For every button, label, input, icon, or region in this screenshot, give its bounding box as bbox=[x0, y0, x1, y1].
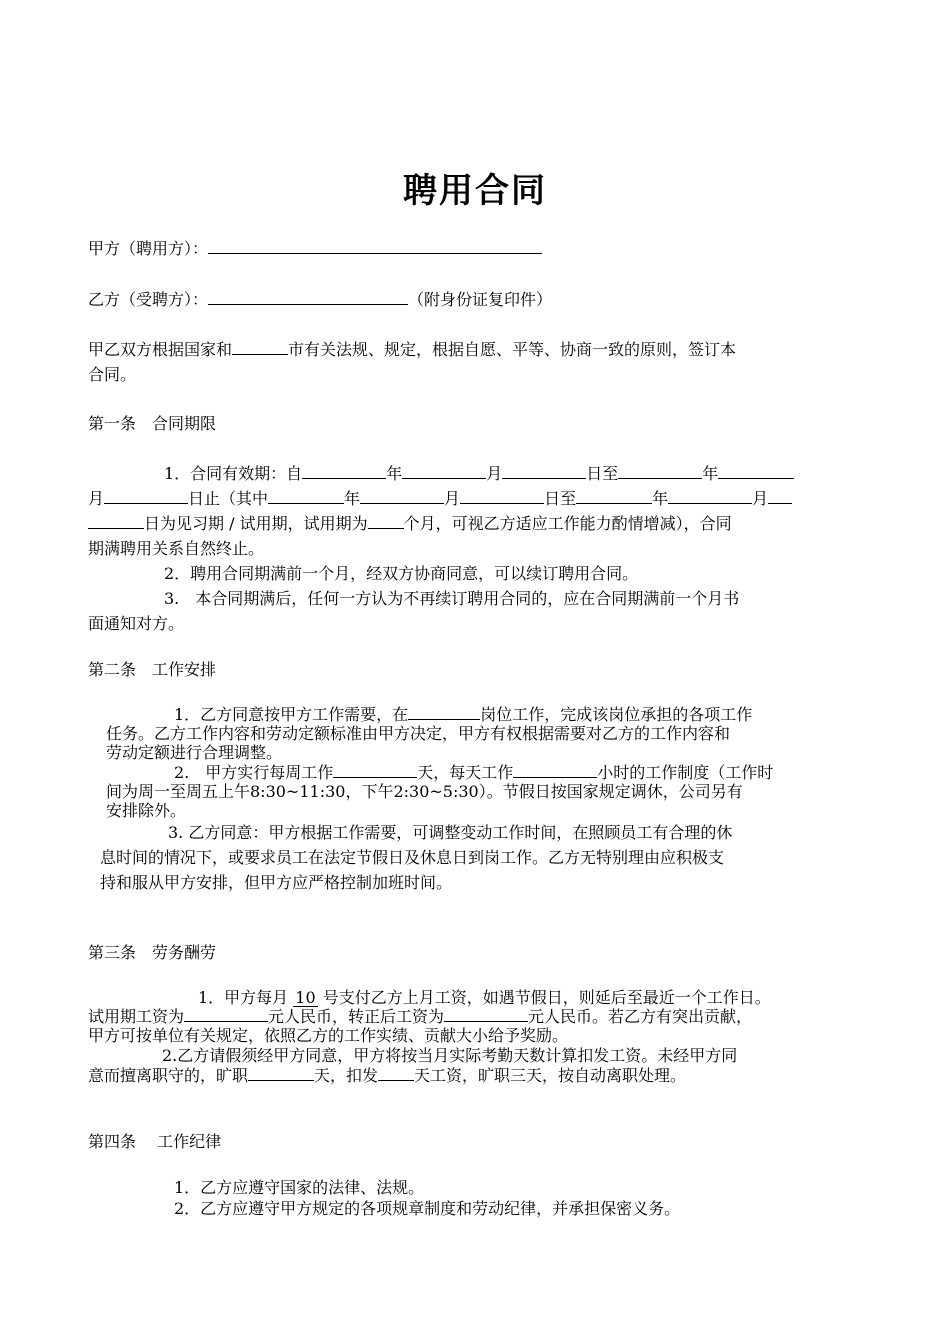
pay-day-value[interactable]: 10 bbox=[295, 988, 316, 1007]
text: 天，扣发 bbox=[314, 1066, 379, 1085]
art3-clause1-line2 bbox=[88, 1007, 752, 1026]
start-year-blank[interactable] bbox=[302, 464, 386, 479]
text: 年 bbox=[702, 464, 719, 483]
party-b-line bbox=[88, 289, 552, 311]
text: 月 bbox=[444, 489, 461, 508]
absence-days-blank[interactable] bbox=[248, 1066, 314, 1081]
start-month-blank[interactable] bbox=[402, 464, 486, 479]
art1-clause1-line1 bbox=[164, 463, 794, 485]
position-blank[interactable] bbox=[408, 705, 480, 720]
art2-clause3-line3: 持和服从甲方安排，但甲方应严格控制加班时间。 bbox=[100, 873, 453, 892]
art1-clause3-line1: 3. 本合同期满后，任何一方认为不再续订聘用合同的，应在合同期满前一个月书 bbox=[164, 589, 740, 608]
trial-start-month-blank[interactable] bbox=[360, 489, 444, 504]
page-title: 聘用合同 bbox=[403, 171, 547, 211]
text: 1．乙方同意按甲方工作需要，在 bbox=[174, 705, 409, 724]
art2-clause1-line3: 劳动定额进行合理调整。 bbox=[106, 743, 283, 762]
art3-clause1-line1 bbox=[198, 988, 771, 1007]
party-a-label: 甲方（聘用方）： bbox=[88, 239, 209, 258]
text: 2. 甲方实行每周工作 bbox=[174, 763, 334, 782]
trial-months-blank[interactable] bbox=[368, 514, 404, 529]
art2-clause1-line1 bbox=[174, 705, 752, 724]
art1-clause2: 2．聘用合同期满前一个月，经双方协商同意，可以续订聘用合同。 bbox=[164, 564, 639, 583]
text: 元人民币。若乙方有突出贡献， bbox=[528, 1007, 753, 1026]
party-a-blank[interactable] bbox=[208, 239, 542, 254]
trial-start-year-blank[interactable] bbox=[268, 489, 344, 504]
text: 岗位工作，完成该岗位承担的各项工作 bbox=[480, 705, 753, 724]
art1-clause1-line2 bbox=[88, 488, 792, 510]
party-a-line bbox=[88, 238, 542, 260]
text: 日为见习期 / 试用期，试用期为 bbox=[144, 514, 368, 533]
city-blank[interactable] bbox=[232, 340, 288, 355]
trial-end-month-blank[interactable] bbox=[668, 489, 752, 504]
text: 元人民币，转正后工资为 bbox=[268, 1007, 445, 1026]
intro-text: 市有关法规、规定，根据自愿、平等、协商一致的原则，签订本 bbox=[288, 340, 737, 359]
intro-line-1 bbox=[88, 339, 736, 361]
art2-clause3-line2: 息时间的情况下，或要求员工在法定节假日及休息日到岗工作。乙方无特别理由应积极支 bbox=[100, 848, 725, 867]
text: 1．甲方每月 bbox=[198, 988, 289, 1007]
art1-clause1-line3 bbox=[88, 513, 732, 535]
text: 试用期工资为 bbox=[88, 1007, 185, 1026]
art3-clause1-line3: 甲方可按单位有关规定，依照乙方的工作实绩、贡献大小给予奖励。 bbox=[88, 1026, 569, 1045]
intro-text: 甲乙双方根据国家和 bbox=[88, 340, 233, 359]
text: 日止（其中 bbox=[188, 489, 269, 508]
party-b-blank[interactable] bbox=[208, 290, 408, 305]
text: 天，每天工作 bbox=[417, 763, 514, 782]
trial-end-year-blank[interactable] bbox=[576, 489, 652, 504]
art4-clause2: 2．乙方应遵守甲方规定的各项规章制度和劳动纪律，并承担保密义务。 bbox=[174, 1199, 681, 1218]
article-3-heading: 第三条 劳务酬劳 bbox=[88, 943, 217, 962]
article-2-heading: 第二条 工作安排 bbox=[88, 660, 217, 679]
work-days-blank[interactable] bbox=[333, 763, 417, 778]
text: 月 bbox=[88, 489, 105, 508]
start-day-blank[interactable] bbox=[502, 464, 586, 479]
text: 个月，可视乙方适应工作能力酌情增减），合同 bbox=[403, 514, 732, 533]
deduct-days-blank[interactable] bbox=[378, 1066, 414, 1081]
art2-clause3-line1: 3. 乙方同意：甲方根据工作需要，可调整变动工作时间，在照顾员工有合理的休 bbox=[168, 823, 733, 842]
intro-line-2: 合同。 bbox=[88, 365, 137, 384]
text: 日至 bbox=[586, 464, 619, 483]
trial-start-day-blank[interactable] bbox=[460, 489, 544, 504]
art1-clause3-line2: 面通知对方。 bbox=[88, 614, 185, 633]
art1-clause1-line4: 期满聘用关系自然终止。 bbox=[88, 539, 265, 558]
art3-clause2-line2 bbox=[88, 1066, 686, 1085]
trial-salary-blank[interactable] bbox=[184, 1007, 268, 1022]
art2-clause2-line2: 间为周一至周五上午8:30~11:30，下午2:30~5:30）。节假日按国家规定调休，公司另有 bbox=[106, 782, 743, 801]
party-b-note: （附身份证复印件） bbox=[408, 290, 553, 309]
text: 小时的工作制度（工作时 bbox=[597, 763, 774, 782]
party-b-label: 乙方（受聘方）： bbox=[88, 290, 209, 309]
end-day-blank[interactable] bbox=[104, 489, 188, 504]
text: 年 bbox=[652, 489, 669, 508]
art3-clause2-line1: 2.乙方请假须经甲方同意，甲方将按当月实际考勤天数计算扣发工资。未经甲方同 bbox=[162, 1046, 738, 1065]
trial-end-day-blank-b[interactable] bbox=[88, 514, 144, 529]
text: 号支付乙方上月工资，如遇节假日，则延后至最近一个工作日。 bbox=[322, 988, 771, 1007]
text: 天工资，旷职三天，按自动离职处理。 bbox=[414, 1066, 687, 1085]
text: 1．合同有效期：自 bbox=[164, 464, 303, 483]
text: 月 bbox=[752, 489, 769, 508]
regular-salary-blank[interactable] bbox=[444, 1007, 528, 1022]
art2-clause2-line3: 安排除外。 bbox=[106, 801, 187, 820]
art2-clause2-line1 bbox=[174, 763, 773, 782]
text: 意而擅离职守的，旷职 bbox=[88, 1066, 249, 1085]
text: 年 bbox=[386, 464, 403, 483]
end-month-blank[interactable] bbox=[718, 464, 794, 479]
article-1-heading: 第一条 合同期限 bbox=[88, 414, 217, 433]
work-hours-blank[interactable] bbox=[513, 763, 597, 778]
text: 日至 bbox=[544, 489, 577, 508]
trial-end-day-blank-a[interactable] bbox=[768, 489, 792, 504]
end-year-blank[interactable] bbox=[618, 464, 702, 479]
art2-clause1-line2: 任务。乙方工作内容和劳动定额标准由甲方决定，甲方有权根据需要对乙方的工作内容和 bbox=[106, 724, 731, 743]
article-4-heading: 第四条 工作纪律 bbox=[88, 1132, 222, 1151]
art4-clause1: 1．乙方应遵守国家的法律、法规。 bbox=[174, 1178, 425, 1197]
text: 月 bbox=[486, 464, 503, 483]
text: 年 bbox=[344, 489, 361, 508]
